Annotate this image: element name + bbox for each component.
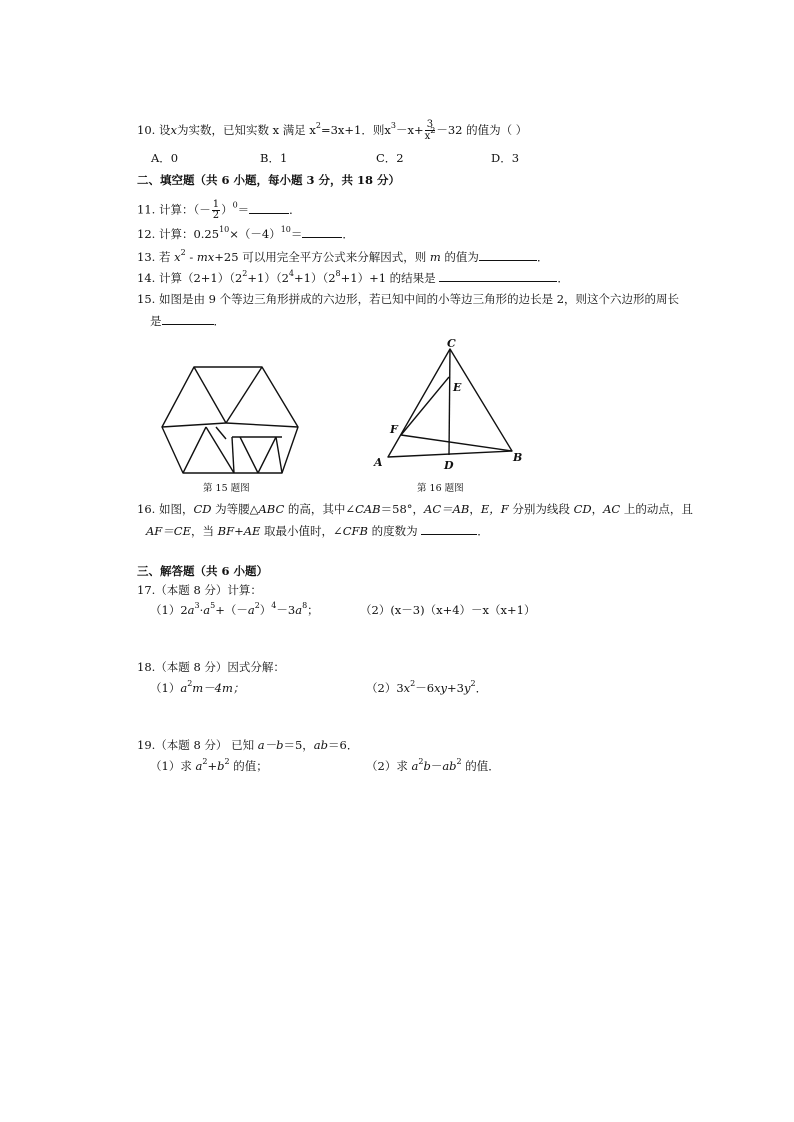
label-d: D xyxy=(444,459,454,472)
segment-fe xyxy=(401,377,449,435)
question-18-part-2: $(2)3x^2-6xy+3y^2$． xyxy=(366,679,488,695)
figure-16-caption: 第 16 题图 xyxy=(417,483,464,494)
label-b: B xyxy=(513,451,523,464)
answer-blank[interactable] xyxy=(439,270,557,282)
question-13: 13. 若 $x^2 - mx+25$ 可以用完全平方公式来分解因式，则 m 的值为 ． xyxy=(137,248,549,264)
answer-blank[interactable] xyxy=(162,313,214,325)
answer-blank[interactable] xyxy=(249,202,289,214)
question-17-part-1: $(1)2a^3\cdot a^5+(-a^2)^4-3a^8$； xyxy=(150,601,319,617)
q10-option-a: A．0 xyxy=(151,151,179,165)
question-15-line-2: 是 ． xyxy=(150,314,225,328)
question-19-part-1: （1）求 $a^2+b^2$ 的值； xyxy=(150,757,268,773)
label-a: A xyxy=(374,456,383,469)
question-18-part-1: $(1)a^2m-4m$； xyxy=(150,679,245,695)
question-15-line-1: 15. 如图是由 9 个等边三角形拼成的六边形，若已知中间的小等边三角形的边长是 2，则这个六边形的周长 xyxy=(137,292,680,306)
label-c: C xyxy=(447,337,456,350)
hexagon-outline xyxy=(162,367,298,473)
question-12: 12. 计算：$0.25^{10}\times(-4)^{10}=$ ． xyxy=(137,225,354,241)
segment-cd xyxy=(449,349,450,455)
question-16-line-1: 16. 如图，CD 为等腰△ABC 的高，其中∠CAB＝58°，AC＝AB，E，F 分别为线段 CD，AC 上的动点，且 xyxy=(137,502,693,516)
section-2-heading: 二、填空题（共 6 小题，每小题 3 分，共 18 分） xyxy=(137,173,401,187)
question-11: 11. 计算：（－ $\frac{1}{2}$ ）$^0$＝ ． xyxy=(137,199,301,221)
fraction: $\frac{1}{2}$ xyxy=(212,199,220,221)
question-10: 10. 设x为实数，已知实数 x 满足 $x^2=3x+1$．则$x^3-x+$ $\frac{3}{x^2}$ －32 的值为（ ） xyxy=(137,119,528,142)
figure-16-triangle xyxy=(370,335,535,475)
answer-blank[interactable] xyxy=(421,523,477,535)
question-18-title: 18.（本题 8 分）因式分解： xyxy=(137,660,285,674)
question-17-title: 17.（本题 8 分）计算： xyxy=(137,583,262,597)
label-e: E xyxy=(453,381,462,394)
figure-15-caption: 第 15 题图 xyxy=(203,483,250,494)
section-3-heading: 三、解答题（共 6 小题） xyxy=(137,564,269,578)
q10-option-d: D．3 xyxy=(491,151,520,165)
fraction: $\frac{3}{x^2}$ xyxy=(424,119,436,142)
answer-blank[interactable] xyxy=(479,249,537,261)
figure-15-hexagon xyxy=(150,355,310,480)
segment-fb xyxy=(401,435,512,451)
question-19-part-2: （2）求 $a^2b-ab^2$ 的值． xyxy=(366,757,500,773)
question-19-title: 19.（本题 8 分） 已知 a－b＝5，ab＝6． xyxy=(137,738,359,752)
answer-blank[interactable] xyxy=(302,226,342,238)
q10-option-c: C．2 xyxy=(376,151,404,165)
q10-option-b: B．1 xyxy=(260,151,288,165)
question-16-line-2: AF＝CE，当 BF+AE 取最小值时，∠CFB 的度数为 ． xyxy=(146,524,489,538)
question-17-part-2: （2）(x－3)（x+4）－x（x+1） xyxy=(360,603,536,617)
label-f: F xyxy=(390,423,398,436)
question-14: 14. 计算$(2+1)(2^2+1)(2^4+1)(2^8+1)+1$ 的结果是 ． xyxy=(137,269,569,285)
